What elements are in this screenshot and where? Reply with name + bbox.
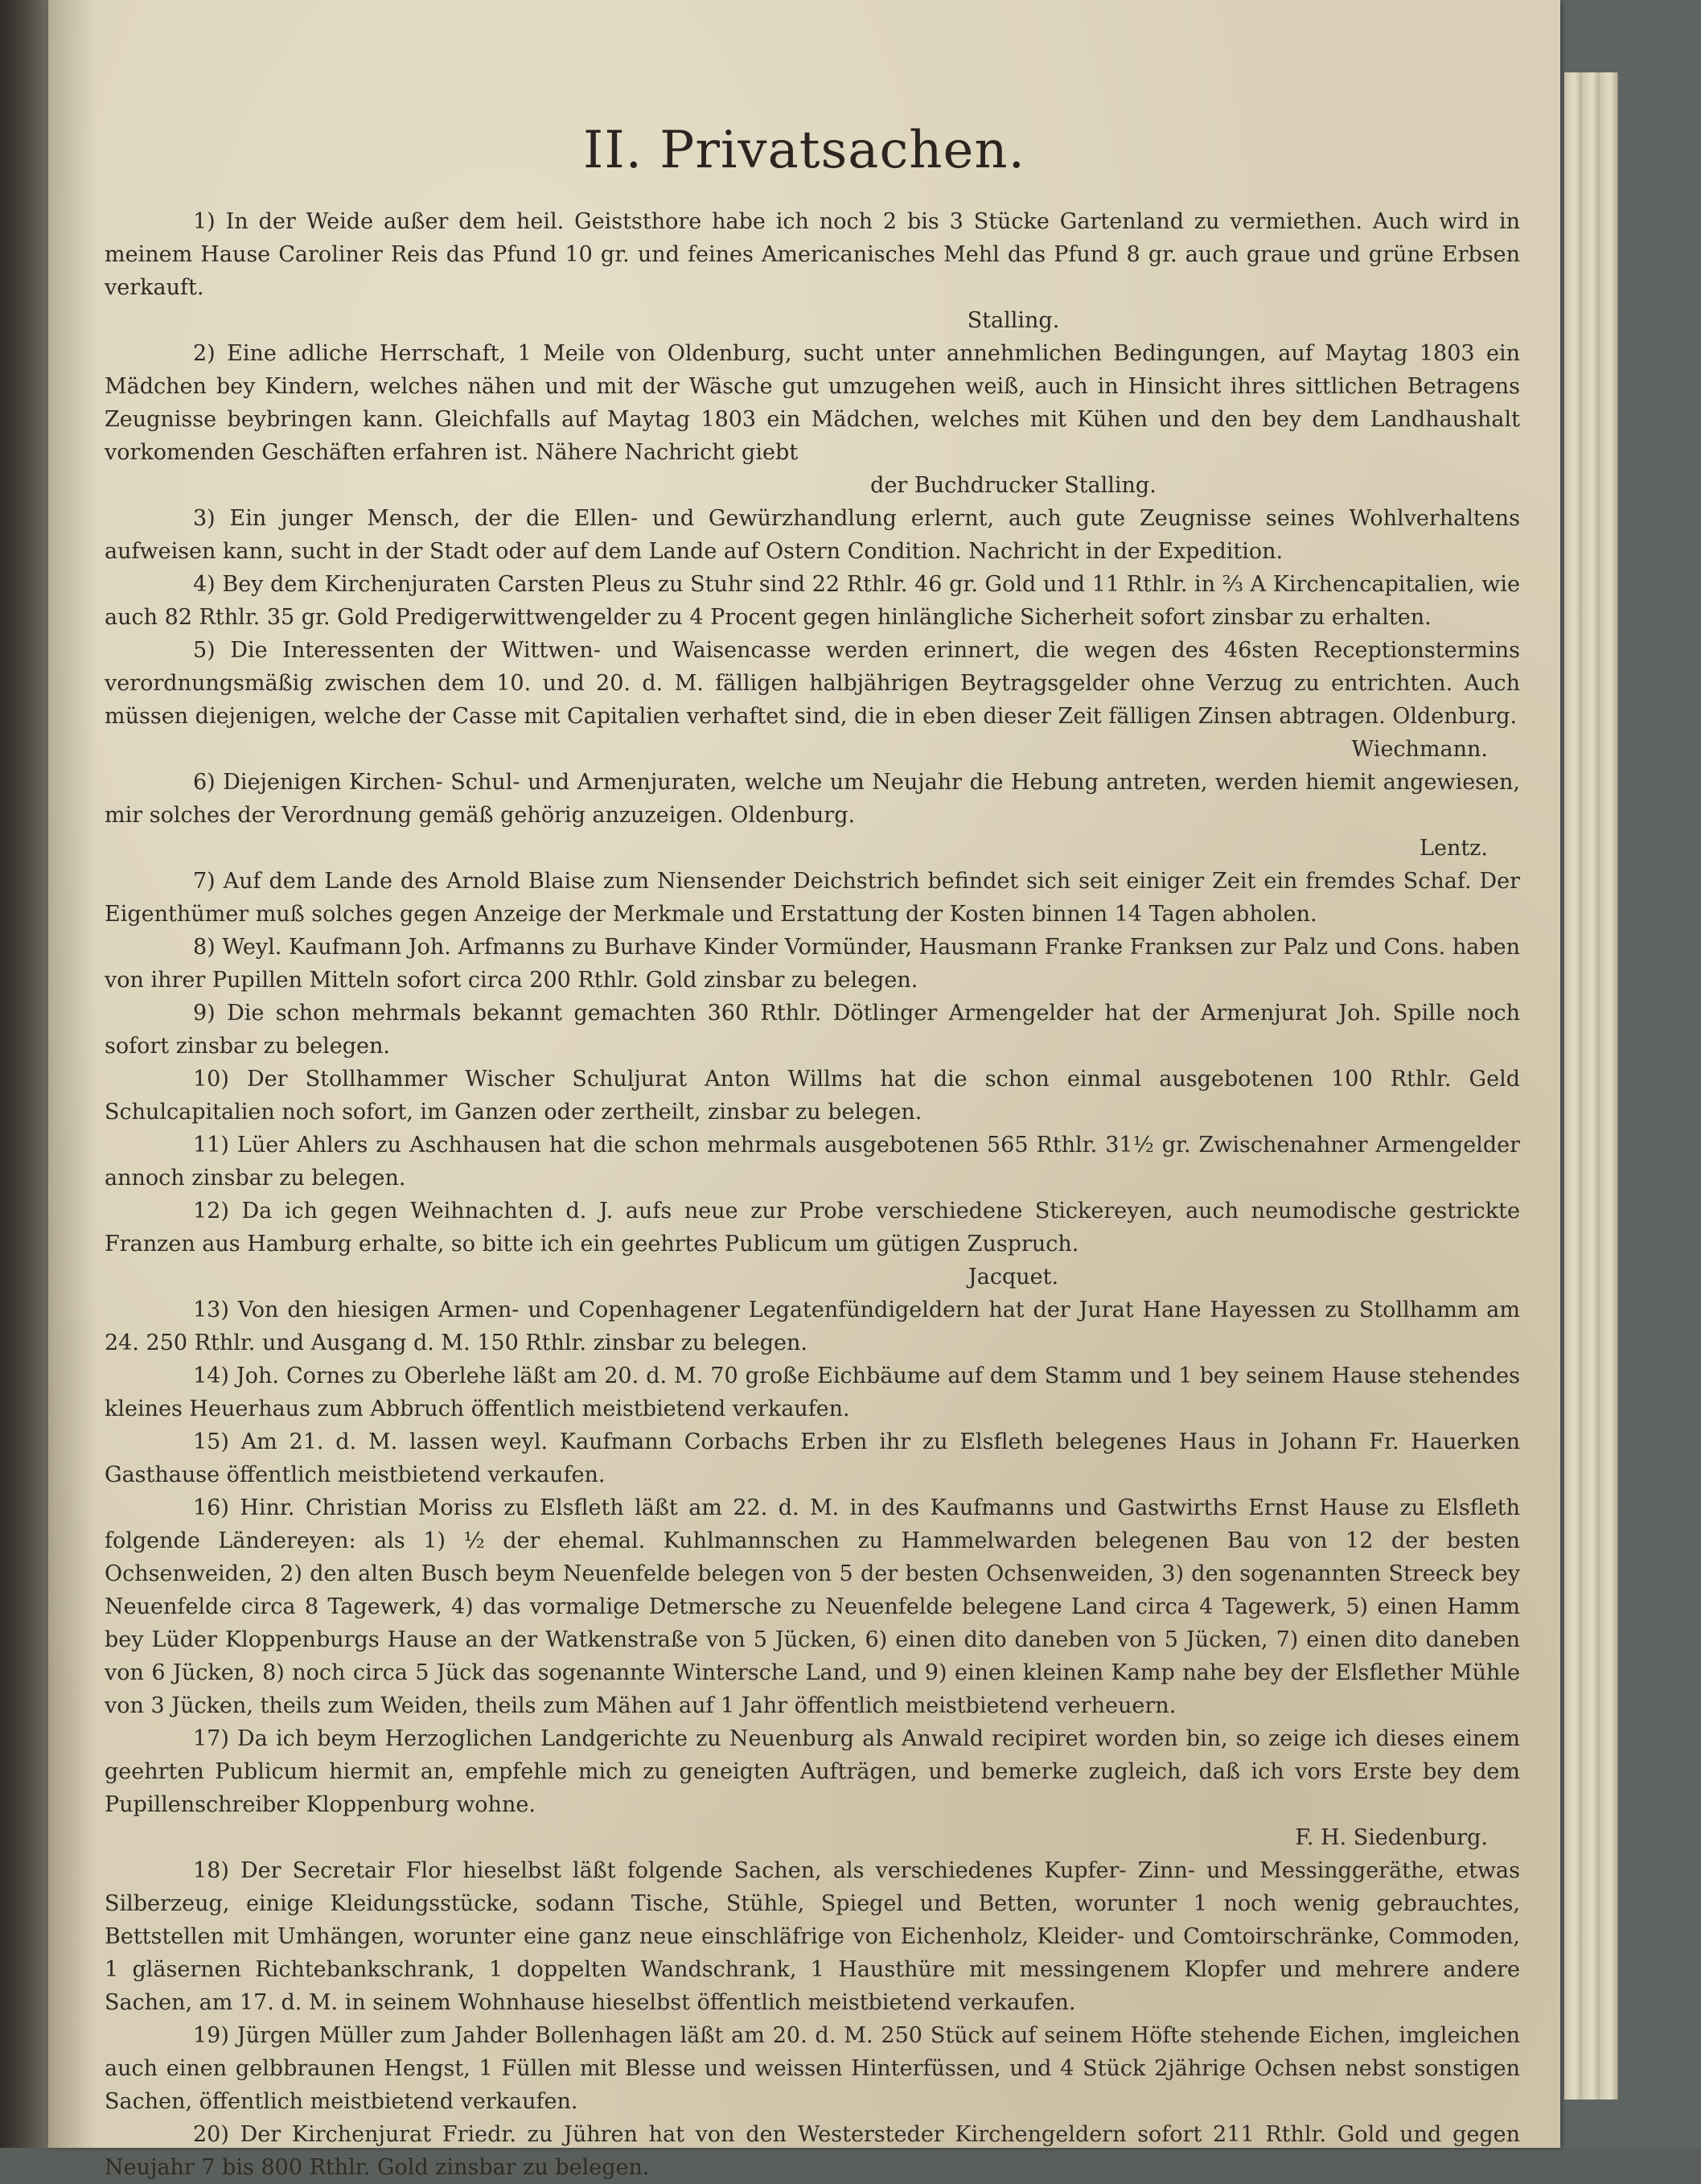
page-edge: [1564, 72, 1583, 2100]
announcement-text: 11) Lüer Ahlers zu Aschhausen hat die schon mehrmals ausgebotenen 565 Rthlr. 31½ gr. Zwischenahner Armengelder annoch zinsbar zu belegen.: [105, 1133, 1520, 1191]
announcement-text: 8) Weyl. Kaufmann Joh. Arfmanns zu Burhave Kinder Vormünder, Hausmann Franke Franksen zur Palz und Cons. haben von ihrer Pupillen Mitteln sofort circa 200 Rthlr. Gold zinsbar zu belegen.: [105, 935, 1520, 993]
announcement-text: 6) Diejenigen Kirchen- Schul- und Armenjuraten, welche um Neujahr die Hebung antreten, werden hiemit angewiesen, mir solches der Verordnung gemäß gehörig anzuzeigen. Oldenburg.: [105, 770, 1520, 828]
announcement-text: 12) Da ich gegen Weihnachten d. J. aufs neue zur Probe verschiedene Stickereyen, auch neumodische gestrickte Franzen aus Hamburg erhalte, so bitte ich ein geehrtes Publicum um gütigen Zuspruch.: [105, 1199, 1520, 1257]
announcement-text: 18) Der Secretair Flor hieselbst läßt folgende Sachen, als verschiedenes Kupfer- Zinn- und Messinggeräthe, etwas Silberzeug, einige Kleidungsstücke, sodann Tische, Stühle, Spiegel und Betten, worunter 1 noch wenig gebrauchtes, Bettstellen mit Umhängen, worunter eine ganz neue einschläfrige von Eichenholz, Kleider- und Comtoirschränke, Commoden, 1 gläsernen Richtebankschrank, 1 doppelten Wandschrank, 1 Hausthüre mit messingenem Klopfer und mehrere andere Sachen, am 17. d. M. in seinem Wohnhause hieselbst öffentlich meistbietend verkaufen.: [105, 1858, 1520, 2015]
announcement-text: 2) Eine adliche Herrschaft, 1 Meile von Oldenburg, sucht unter annehmlichen Bedingungen, auf Maytag 1803 ein Mädchen bey Kindern, welches nähen und mit der Wäsche gut umzugehen weiß, auch in Hinsicht ihres sittlichen Betragens Zeugnisse beybringen kann. Gleichfalls auf Maytag 1803 ein Mädchen, welches mit Kühen und den bey dem Landhaushalt vorkomenden Geschäften erfahren ist. Nähere Nachricht giebt: [105, 341, 1520, 465]
announcement-text: 20) Der Kirchenjurat Friedr. zu Jühren hat von den Westersteder Kirchengeldern sofort 211 Rthlr. Gold und gegen Neujahr 7 bis 800 Rthlr. Gold zinsbar zu belegen.: [105, 2122, 1520, 2180]
announcement-text: 14) Joh. Cornes zu Oberlehe läßt am 20. d. M. 70 große Eichbäume auf dem Stamm und 1 bey seinem Hause stehendes kleines Heuerhaus zum Abbruch öffentlich meistbietend verkaufen.: [105, 1363, 1520, 1421]
announcement-text: 19) Jürgen Müller zum Jahder Bollenhagen läßt am 20. d. M. 250 Stück auf seinem Höfte stehende Eichen, imgleichen auch einen gelbbraunen Hengst, 1 Füllen mit Blesse und weissen Hinterfüssen, und 4 Stück 2jährige Ochsen nebst sonstigen Sachen, öffentlich meistbietend verkaufen.: [105, 2023, 1520, 2114]
announcement-text: 9) Die schon mehrmals bekannt gemachten 360 Rthlr. Dötlinger Armengelder hat der Armenjurat Joh. Spille noch sofort zinsbar zu belegen.: [105, 1001, 1520, 1059]
announcement-signature: Stalling.: [967, 308, 1060, 333]
announcement-signature: F. H. Siedenburg.: [1295, 1825, 1488, 1850]
announcement-signature: Jacquet.: [968, 1265, 1059, 1289]
announcement-text: 16) Hinr. Christian Moriss zu Elsfleth läßt am 22. d. M. in des Kaufmanns und Gastwirths Ernst Hause zu Elsfleth folgende Ländereyen: als 1) ½ der ehemal. Kuhlmannschen zu Hammelwarden belegenen Bau von 12 der besten Ochsenweiden, 2) den alten Busch beym Neuenfelde belegen von 5 der besten Ochsenweiden, 3) den sogenannten Streeck bey Neuenfelde circa 8 Tagewerk, 4) das vormalige Detmersche zu Neuenfelde belegene Land circa 4 Tagewerk, 5) einen Hamm bey Lüder Kloppenburgs Hause an der Watkenstraße von 5 Jücken, 6) einen dito daneben von 5 Jücken, 7) einen dito daneben von 6 Jücken, 8) noch circa 5 Jück das sogenannte Wintersche Land, und 9) einen kleinen Kamp nahe bey der Elsflether Mühle von 3 Jücken, theils zum Weiden, theils zum Mähen auf 1 Jahr öffentlich meistbietend verheuern.: [105, 1495, 1520, 1718]
announcement-signature: der Buchdrucker Stalling.: [870, 473, 1157, 498]
announcement-text: 13) Von den hiesigen Armen- und Copenhagener Legatenfündigeldern hat der Jurat Hane Hayessen zu Stollhamm am 24. 250 Rthlr. und Ausgang d. M. 150 Rthlr. zinsbar zu belegen.: [105, 1298, 1520, 1355]
page-edge: [1600, 72, 1618, 2100]
announcement-text: 4) Bey dem Kirchenjuraten Carsten Pleus zu Stuhr sind 22 Rthlr. 46 gr. Gold und 11 Rthlr. in ⅔ A Kirchencapitalien, wie auch 82 Rthlr. 35 gr. Gold Predigerwittwengelder zu 4 Procent gegen hinlängliche Sicherheit sofort zinsbar zu erhalten.: [105, 572, 1520, 630]
announcement-signature: Wiechmann.: [1351, 737, 1488, 762]
announcement-text: 10) Der Stollhammer Wischer Schuljurat Anton Willms hat die schon einmal ausgebotenen 100 Rthlr. Geld Schulcapitalien noch sofort, im Ganzen oder zertheilt, zinsbar zu belegen.: [105, 1067, 1520, 1125]
page-edge: [1582, 72, 1600, 2100]
document-page: [48, 0, 1560, 2180]
announcement-text: 5) Die Interessenten der Wittwen- und Waisencasse werden erinnert, die wegen des 46sten Receptionstermins verordnungsmäßig zwischen dem 10. und 20. d. M. fälligen halbjährigen Beytragsgelder ohne Verzug zu entrichten. Auch müssen diejenigen, welche der Casse mit Capitalien verhaftet sind, die in eben dieser Zeit fälligen Zinsen abtragen. Oldenburg.: [105, 638, 1520, 729]
announcement-text: 15) Am 21. d. M. lassen weyl. Kaufmann Corbachs Erben ihr zu Elsfleth belegenes Haus in Johann Fr. Hauerken Gasthause öffentlich meistbietend verkaufen.: [105, 1429, 1520, 1487]
announcements: [105, 205, 1520, 2184]
announcement-text: 17) Da ich beym Herzoglichen Landgerichte zu Neuenburg als Anwald recipiret worden bin, so zeige ich dieses einem geehrten Publicum hiermit an, empfehle mich zu geneigten Aufträgen, und bemerke zugleich, daß ich vors Erste bey dem Pupillenschreiber Kloppenburg wohne.: [105, 1726, 1520, 1817]
announcement-text: 7) Auf dem Lande des Arnold Blaise zum Niensender Deichstrich befindet sich seit einiger Zeit ein fremdes Schaf. Der Eigenthümer muß solches gegen Anzeige der Merkmale und Erstattung der Kosten binnen 14 Tagen abholen.: [105, 869, 1520, 927]
section-heading: II. Privatsachen.: [583, 121, 1025, 180]
announcement-text: 3) Ein junger Mensch, der die Ellen- und Gewürzhandlung erlernt, auch gute Zeugnisse seines Wohlverhaltens aufweisen kann, sucht in der Stadt oder auf dem Lande auf Ostern Condition. Nachricht in der Expedition.: [105, 506, 1520, 564]
announcement-signature: Lentz.: [1420, 836, 1488, 861]
announcement-text: 1) In der Weide außer dem heil. Geiststhore habe ich noch 2 bis 3 Stücke Gartenland zu vermiethen. Auch wird in meinem Hause Caroliner Reis das Pfund 10 gr. und feines Americanisches Mehl das Pfund 8 gr. auch graue und grüne Erbsen verkauft.: [105, 209, 1520, 300]
